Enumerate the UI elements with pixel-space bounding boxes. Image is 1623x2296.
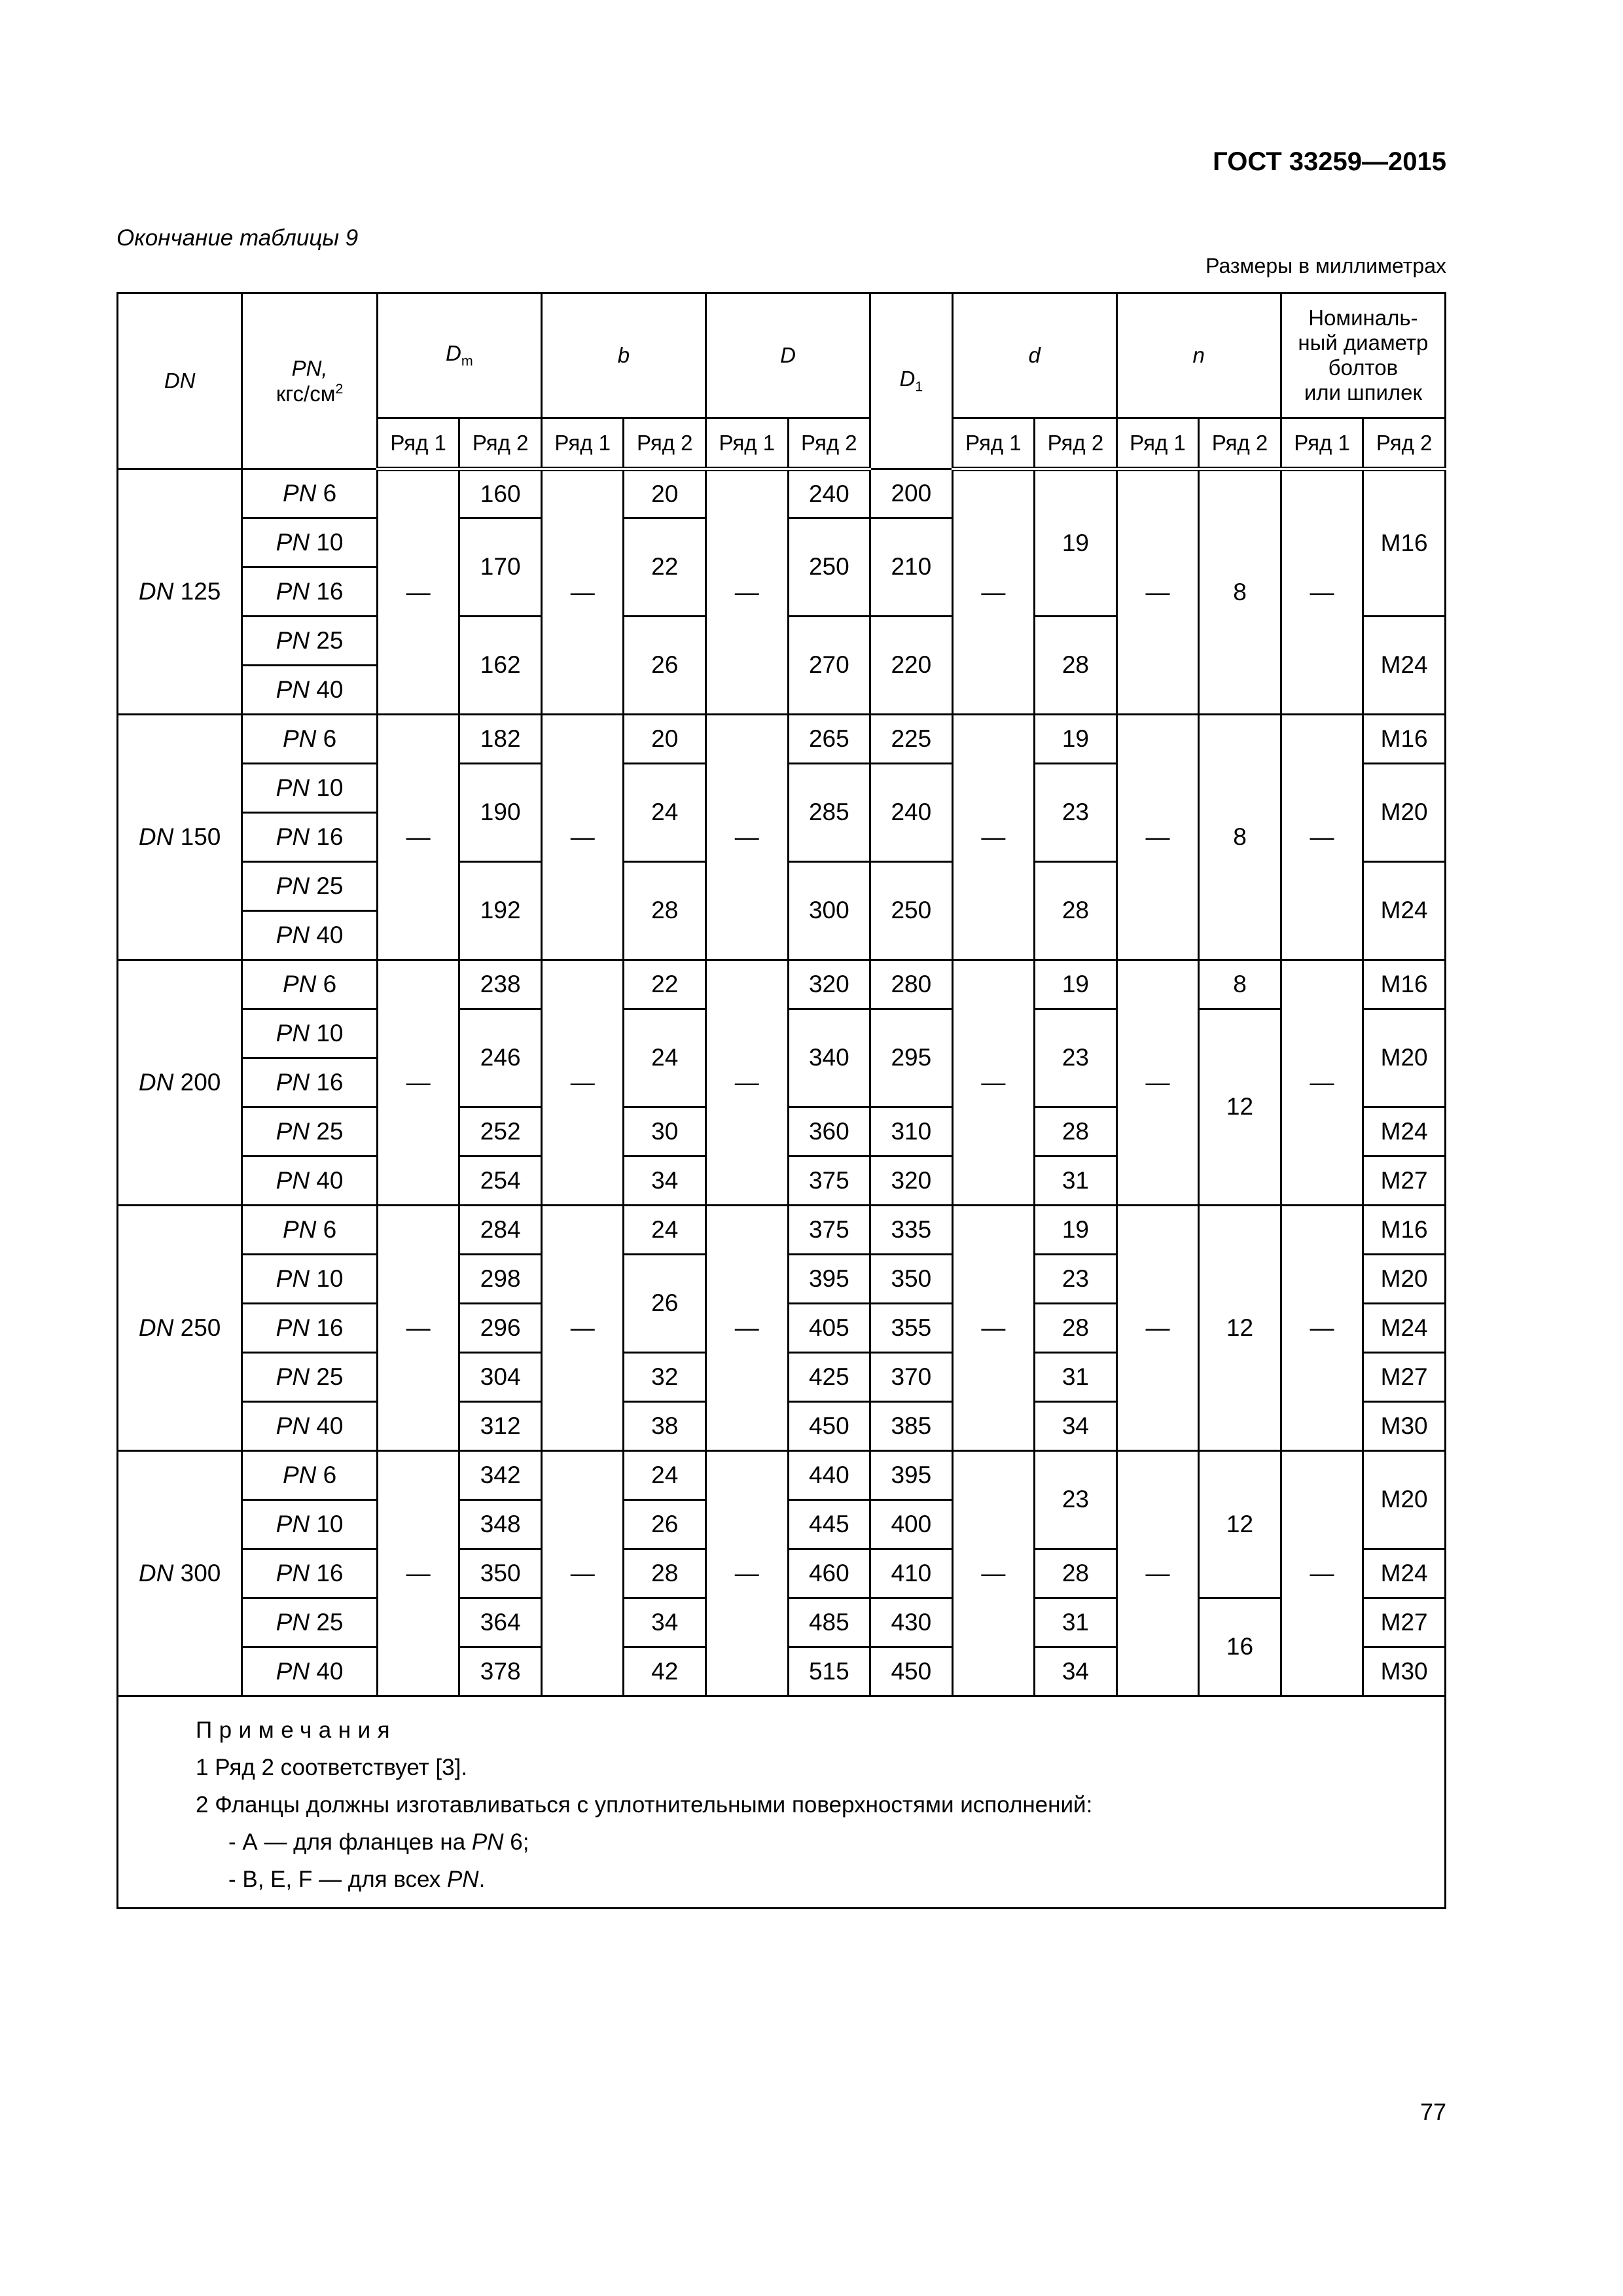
d-hole-cell: 28 — [1035, 1304, 1117, 1353]
dash-cell: — — [1281, 960, 1363, 1206]
dash-cell: — — [377, 960, 459, 1206]
bolt-cell: M16 — [1363, 715, 1446, 764]
dm-cell: 296 — [459, 1304, 542, 1353]
bolt-cell: M16 — [1363, 469, 1446, 617]
bolt-cell: M16 — [1363, 960, 1446, 1009]
header-pn: PN, кгс/$см^2$ — [242, 293, 378, 469]
dm-cell: 246 — [459, 1009, 542, 1107]
d-hole-cell: 28 — [1035, 1549, 1117, 1598]
header-b: b — [541, 293, 705, 418]
pn-cell: PN 16 — [242, 1549, 378, 1598]
header-dn: DN — [118, 293, 242, 469]
d-hole-cell: 31 — [1035, 1598, 1117, 1647]
d1-cell: 335 — [870, 1206, 953, 1255]
dn-cell: DN 200 — [118, 960, 242, 1206]
b-cell: 34 — [624, 1157, 706, 1206]
dm-cell: 192 — [459, 862, 542, 960]
flange-dimensions-table — [116, 292, 1446, 1909]
d-outer-cell: 270 — [788, 617, 870, 715]
d-outer-cell: 395 — [788, 1255, 870, 1304]
dm-cell: 254 — [459, 1157, 542, 1206]
header-row1: Ряд 1 — [377, 418, 459, 469]
d-outer-cell: 425 — [788, 1353, 870, 1402]
d-hole-cell: 31 — [1035, 1353, 1117, 1402]
header-n: n — [1116, 293, 1281, 418]
d-hole-cell: 19 — [1035, 1206, 1117, 1255]
b-cell: 30 — [624, 1107, 706, 1157]
dash-cell: — — [541, 715, 624, 960]
dash-cell: — — [1281, 1206, 1363, 1451]
note-2-item-a: - А — для фланцев на PN 6; — [228, 1829, 529, 1855]
d-outer-cell: 375 — [788, 1157, 870, 1206]
header-d1: $D_1$ — [870, 293, 953, 469]
n-cell: 12 — [1199, 1206, 1281, 1451]
pn-cell: PN 40 — [242, 1402, 378, 1451]
b-cell: 20 — [624, 715, 706, 764]
d-hole-cell: 19 — [1035, 469, 1117, 617]
d-outer-cell: 460 — [788, 1549, 870, 1598]
dm-cell: 342 — [459, 1451, 542, 1500]
note-2-item-b: - B, E, F — для всех PN. — [228, 1867, 486, 1892]
d-outer-cell: 440 — [788, 1451, 870, 1500]
pn-cell: PN 40 — [242, 911, 378, 960]
b-cell: 24 — [624, 1451, 706, 1500]
d1-cell: 240 — [870, 764, 953, 862]
table-caption: Окончание таблицы 9 — [116, 225, 359, 251]
b-cell: 38 — [624, 1402, 706, 1451]
b-cell: 22 — [624, 518, 706, 617]
d-outer-cell: 250 — [788, 518, 870, 617]
pn-cell: PN 10 — [242, 1255, 378, 1304]
dash-cell: — — [1281, 469, 1363, 715]
dm-cell: 238 — [459, 960, 542, 1009]
d1-cell: 355 — [870, 1304, 953, 1353]
pn-cell: PN 25 — [242, 1353, 378, 1402]
dm-cell: 170 — [459, 518, 542, 617]
dash-cell: — — [541, 1206, 624, 1451]
d-hole-cell: 23 — [1035, 1009, 1117, 1107]
dm-cell: 182 — [459, 715, 542, 764]
dash-cell: — — [706, 469, 789, 715]
bolt-cell: M20 — [1363, 1451, 1446, 1549]
d-outer-cell: 485 — [788, 1598, 870, 1647]
dn-cell: DN 150 — [118, 715, 242, 960]
d-hole-cell: 28 — [1035, 862, 1117, 960]
bolt-cell: M27 — [1363, 1157, 1446, 1206]
d-outer-cell: 450 — [788, 1402, 870, 1451]
d1-cell: 395 — [870, 1451, 953, 1500]
units-note: Размеры в миллиметрах — [1205, 254, 1446, 278]
d1-cell: 370 — [870, 1353, 953, 1402]
bolt-cell: M30 — [1363, 1402, 1446, 1451]
dm-cell: 284 — [459, 1206, 542, 1255]
dash-cell: — — [952, 1206, 1035, 1451]
d1-cell: 320 — [870, 1157, 953, 1206]
d-hole-cell: 23 — [1035, 1255, 1117, 1304]
n-cell: 16 — [1199, 1598, 1281, 1696]
d-hole-cell: 23 — [1035, 764, 1117, 862]
d-outer-cell: 360 — [788, 1107, 870, 1157]
page-number: 77 — [1419, 2098, 1446, 2125]
pn-cell: PN 10 — [242, 1500, 378, 1549]
header-row2: Ряд 2 — [1035, 418, 1117, 469]
dash-cell: — — [1281, 1451, 1363, 1696]
header-row1: Ряд 1 — [1281, 418, 1363, 469]
dash-cell: — — [706, 715, 789, 960]
dash-cell: — — [952, 715, 1035, 960]
b-cell: 26 — [624, 1500, 706, 1549]
b-cell: 22 — [624, 960, 706, 1009]
bolt-cell: M24 — [1363, 862, 1446, 960]
header-d-outer: D — [706, 293, 870, 418]
dm-cell: 350 — [459, 1549, 542, 1598]
dm-cell: 298 — [459, 1255, 542, 1304]
bolt-cell: M30 — [1363, 1647, 1446, 1696]
b-cell: 34 — [624, 1598, 706, 1647]
d1-cell: 250 — [870, 862, 953, 960]
pn-cell: PN 6 — [242, 715, 378, 764]
dash-cell: — — [541, 1451, 624, 1696]
standard-number: ГОСТ 33259—2015 — [1213, 147, 1446, 176]
bolt-cell: M16 — [1363, 1206, 1446, 1255]
b-cell: 24 — [624, 1206, 706, 1255]
d1-cell: 310 — [870, 1107, 953, 1157]
dash-cell: — — [706, 1451, 789, 1696]
n-cell: 8 — [1199, 960, 1281, 1009]
dash-cell: — — [377, 1206, 459, 1451]
d-hole-cell: 34 — [1035, 1647, 1117, 1696]
b-cell: 42 — [624, 1647, 706, 1696]
header-row2: Ряд 2 — [624, 418, 706, 469]
n-cell: 8 — [1199, 715, 1281, 960]
pn-cell: PN 16 — [242, 1058, 378, 1107]
dash-cell: — — [377, 1451, 459, 1696]
d-outer-cell: 405 — [788, 1304, 870, 1353]
table-notes — [118, 1696, 1446, 1909]
d-outer-cell: 265 — [788, 715, 870, 764]
d1-cell: 220 — [870, 617, 953, 715]
dash-cell: — — [1281, 715, 1363, 960]
bolt-cell: M20 — [1363, 1255, 1446, 1304]
b-cell: 28 — [624, 1549, 706, 1598]
d1-cell: 200 — [870, 469, 953, 518]
dash-cell: — — [541, 960, 624, 1206]
dn-cell: DN 250 — [118, 1206, 242, 1451]
bolt-cell: M24 — [1363, 1549, 1446, 1598]
dash-cell: — — [706, 1206, 789, 1451]
dash-cell: — — [541, 469, 624, 715]
n-cell: 12 — [1199, 1451, 1281, 1598]
b-cell: 32 — [624, 1353, 706, 1402]
d-outer-cell: 340 — [788, 1009, 870, 1107]
dm-cell: 378 — [459, 1647, 542, 1696]
header-row2: Ряд 2 — [788, 418, 870, 469]
d-hole-cell: 23 — [1035, 1451, 1117, 1549]
d-hole-cell: 28 — [1035, 1107, 1117, 1157]
dm-cell: 364 — [459, 1598, 542, 1647]
dm-cell: 304 — [459, 1353, 542, 1402]
bolt-cell: M24 — [1363, 617, 1446, 715]
bolt-cell: M20 — [1363, 1009, 1446, 1107]
note-1: 1 Ряд 2 соответствует [3]. — [196, 1755, 468, 1780]
pn-cell: PN 6 — [242, 469, 378, 518]
d1-cell: 400 — [870, 1500, 953, 1549]
d1-cell: 385 — [870, 1402, 953, 1451]
dash-cell: — — [1116, 1206, 1199, 1451]
pn-cell: PN 16 — [242, 567, 378, 617]
pn-cell: PN 25 — [242, 1107, 378, 1157]
d1-cell: 450 — [870, 1647, 953, 1696]
dash-cell: — — [706, 960, 789, 1206]
b-cell: 28 — [624, 862, 706, 960]
d-hole-cell: 19 — [1035, 715, 1117, 764]
n-cell: 12 — [1199, 1009, 1281, 1206]
header-row2: Ряд 2 — [1363, 418, 1446, 469]
header-row1: Ряд 1 — [706, 418, 789, 469]
note-2: 2 Фланцы должны изготавливаться с уплотнительными поверхностями исполнений: — [196, 1792, 1093, 1818]
pn-cell: PN 40 — [242, 1647, 378, 1696]
pn-cell: PN 10 — [242, 1009, 378, 1058]
pn-cell: PN 6 — [242, 1206, 378, 1255]
header-row1: Ряд 1 — [541, 418, 624, 469]
pn-cell: PN 6 — [242, 960, 378, 1009]
dash-cell: — — [952, 1451, 1035, 1696]
pn-cell: PN 16 — [242, 813, 378, 862]
b-cell: 20 — [624, 469, 706, 518]
d-outer-cell: 240 — [788, 469, 870, 518]
d-hole-cell: 31 — [1035, 1157, 1117, 1206]
d1-cell: 430 — [870, 1598, 953, 1647]
d-hole-cell: 34 — [1035, 1402, 1117, 1451]
d-outer-cell: 320 — [788, 960, 870, 1009]
d1-cell: 350 — [870, 1255, 953, 1304]
pn-cell: PN 25 — [242, 862, 378, 911]
b-cell: 26 — [624, 1255, 706, 1353]
d-outer-cell: 300 — [788, 862, 870, 960]
pn-cell: PN 25 — [242, 1598, 378, 1647]
header-row1: Ряд 1 — [1116, 418, 1199, 469]
dn-cell: DN 300 — [118, 1451, 242, 1696]
dash-cell: — — [377, 715, 459, 960]
dash-cell: — — [1116, 1451, 1199, 1696]
d-outer-cell: 285 — [788, 764, 870, 862]
pn-cell: PN 25 — [242, 617, 378, 666]
header-row2: Ряд 2 — [459, 418, 542, 469]
header-bolt-diameter: Номиналь- ный диаметр болтов или шпилек — [1281, 293, 1445, 418]
d-hole-cell: 28 — [1035, 617, 1117, 715]
dash-cell: — — [1116, 960, 1199, 1206]
dash-cell: — — [1116, 469, 1199, 715]
dash-cell: — — [377, 469, 459, 715]
bolt-cell: M27 — [1363, 1598, 1446, 1647]
d-outer-cell: 375 — [788, 1206, 870, 1255]
bolt-cell: M27 — [1363, 1353, 1446, 1402]
header-row1: Ряд 1 — [952, 418, 1035, 469]
dm-cell: 312 — [459, 1402, 542, 1451]
bolt-cell: M24 — [1363, 1304, 1446, 1353]
dm-cell: 348 — [459, 1500, 542, 1549]
bolt-cell: M20 — [1363, 764, 1446, 862]
dm-cell: 252 — [459, 1107, 542, 1157]
n-cell: 8 — [1199, 469, 1281, 715]
pn-cell: PN 6 — [242, 1451, 378, 1500]
pn-cell: PN 10 — [242, 764, 378, 813]
b-cell: 24 — [624, 1009, 706, 1107]
d-outer-cell: 445 — [788, 1500, 870, 1549]
bolt-cell: M24 — [1363, 1107, 1446, 1157]
d1-cell: 225 — [870, 715, 953, 764]
d1-cell: 280 — [870, 960, 953, 1009]
dash-cell: — — [952, 469, 1035, 715]
header-row2: Ряд 2 — [1199, 418, 1281, 469]
pn-cell: PN 10 — [242, 518, 378, 567]
d1-cell: 410 — [870, 1549, 953, 1598]
dn-cell: DN 125 — [118, 469, 242, 715]
d-hole-cell: 19 — [1035, 960, 1117, 1009]
d1-cell: 210 — [870, 518, 953, 617]
header-d-hole: d — [952, 293, 1116, 418]
dm-cell: 162 — [459, 617, 542, 715]
dash-cell: — — [1116, 715, 1199, 960]
notes-title: Примечания — [196, 1717, 397, 1743]
b-cell: 26 — [624, 617, 706, 715]
pn-cell: PN 40 — [242, 666, 378, 715]
d-outer-cell: 515 — [788, 1647, 870, 1696]
dm-cell: 190 — [459, 764, 542, 862]
header-dm: $D_m$ — [377, 293, 541, 418]
d1-cell: 295 — [870, 1009, 953, 1107]
dm-cell: 160 — [459, 469, 542, 518]
dash-cell: — — [952, 960, 1035, 1206]
pn-cell: PN 40 — [242, 1157, 378, 1206]
b-cell: 24 — [624, 764, 706, 862]
pn-cell: PN 16 — [242, 1304, 378, 1353]
